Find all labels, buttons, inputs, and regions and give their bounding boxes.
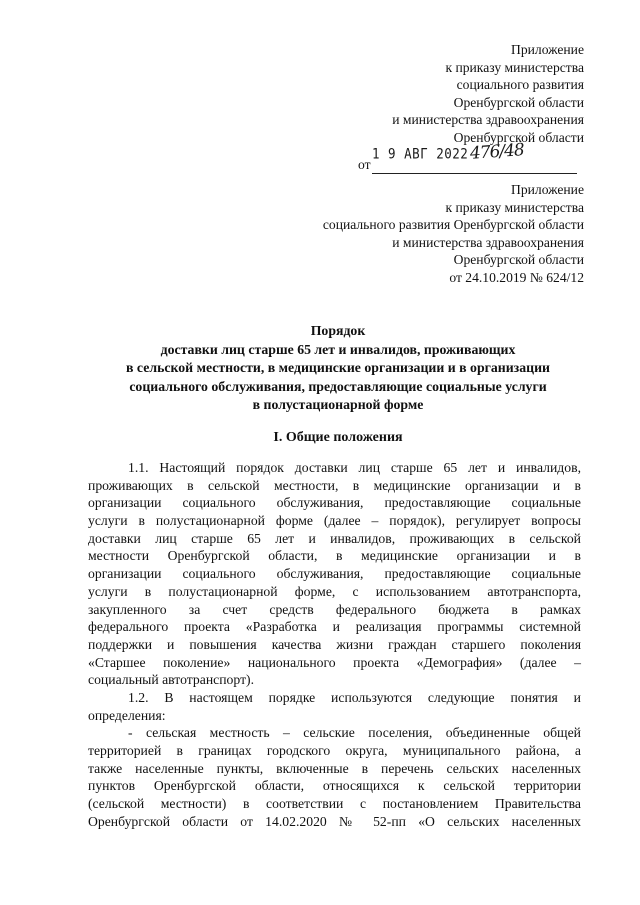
body-line: Оренбургской области от 14.02.2020 № 52-пп «О сельских населенных bbox=[88, 813, 581, 829]
from-label: от bbox=[358, 157, 371, 172]
appendix-line: Приложение bbox=[511, 42, 584, 57]
body-line: доставки лиц старше 65 лет и инвалидов, проживающих в сельской bbox=[88, 530, 581, 546]
body-line: услуги в полустационарной форме (далее – порядок), регулирует вопросы bbox=[88, 513, 581, 529]
body-line: социальный автотранспорт). bbox=[88, 672, 255, 688]
order-date-line bbox=[358, 157, 371, 173]
body-line: закупленного за счет средств федерального бюджета в рамках bbox=[88, 601, 581, 617]
appendix-line: и министерства здравоохранения bbox=[392, 112, 584, 128]
body-line: организации социального обслуживания, предоставляющие социальные bbox=[88, 566, 581, 582]
body-line: - сельская местность – сельские поселения, объединенные общей bbox=[128, 725, 581, 741]
body-line: поддержки и повышения качества жизни граждан старшего поколения bbox=[88, 636, 581, 652]
body-line: федерального проекта «Разработка и реализация программы системной bbox=[88, 619, 581, 635]
body-line: также населенные пункты, включенные в перечень сельских населенных bbox=[88, 760, 581, 776]
body-line: «Старшее поколение» национального проекта «Демография» (далее – bbox=[88, 654, 581, 670]
appendix-line: к приказу министерства bbox=[445, 199, 584, 215]
appendix-line: к приказу министерства bbox=[445, 59, 584, 75]
appendix-line: социального развития Оренбургской области bbox=[322, 217, 584, 233]
handwritten-order-number: 476/48 bbox=[469, 140, 525, 164]
body-line: определения: bbox=[88, 707, 166, 723]
appendix-line: Оренбургской области bbox=[453, 94, 584, 110]
body-line: проживающих в сельской местности, в медицинские организации и в bbox=[88, 477, 581, 493]
body-line: территорией в границах городского округа, муниципального района, а bbox=[88, 743, 581, 758]
body-line: пунктов Оренбургской области, относящихся к сельской территории bbox=[88, 778, 581, 794]
appendix-line: от 24.10.2019 № 624/12 bbox=[449, 269, 584, 285]
appendix-line: Оренбургской области bbox=[453, 252, 584, 268]
body-line: местности Оренбургской области, в медицинские организации и в bbox=[88, 548, 581, 564]
body-line: услуги в полустационарной форме, с использованием автотранспорта, bbox=[88, 583, 581, 599]
title-line: в полустационарной форме bbox=[252, 397, 424, 413]
section-heading: I. Общие положения bbox=[273, 430, 403, 445]
title-line: в сельской местности, в медицинские организации и в организации bbox=[126, 360, 550, 376]
original-appendix-block bbox=[323, 181, 584, 287]
appendix-line: Приложение bbox=[511, 182, 584, 197]
appendix-line: Оренбургской области bbox=[453, 129, 584, 145]
approval-appendix-block bbox=[392, 41, 584, 147]
body-line: 1.2. В настоящем порядке используются следующие понятия и bbox=[128, 689, 581, 705]
date-stamp: 1 9 АВГ 2022 bbox=[372, 144, 469, 163]
title-line: Порядок bbox=[310, 323, 366, 338]
title-line: социального обслуживания, предоставляющие социальные услуги bbox=[129, 378, 547, 394]
document-title bbox=[88, 322, 588, 415]
body-line: 1.1. Настоящий порядок доставки лиц старше 65 лет и инвалидов, bbox=[128, 460, 581, 475]
body-line: (сельской местности) в соответствии с постановлением Правительства bbox=[88, 796, 581, 812]
signature-rule bbox=[372, 173, 577, 174]
title-line: доставки лиц старше 65 лет и инвалидов, проживающих bbox=[160, 341, 516, 357]
document-body bbox=[88, 459, 581, 830]
body-line: организации социального обслуживания, предоставляющие социальные bbox=[88, 495, 581, 511]
appendix-line: социального развития bbox=[456, 77, 584, 93]
appendix-line: и министерства здравоохранения bbox=[392, 234, 584, 250]
